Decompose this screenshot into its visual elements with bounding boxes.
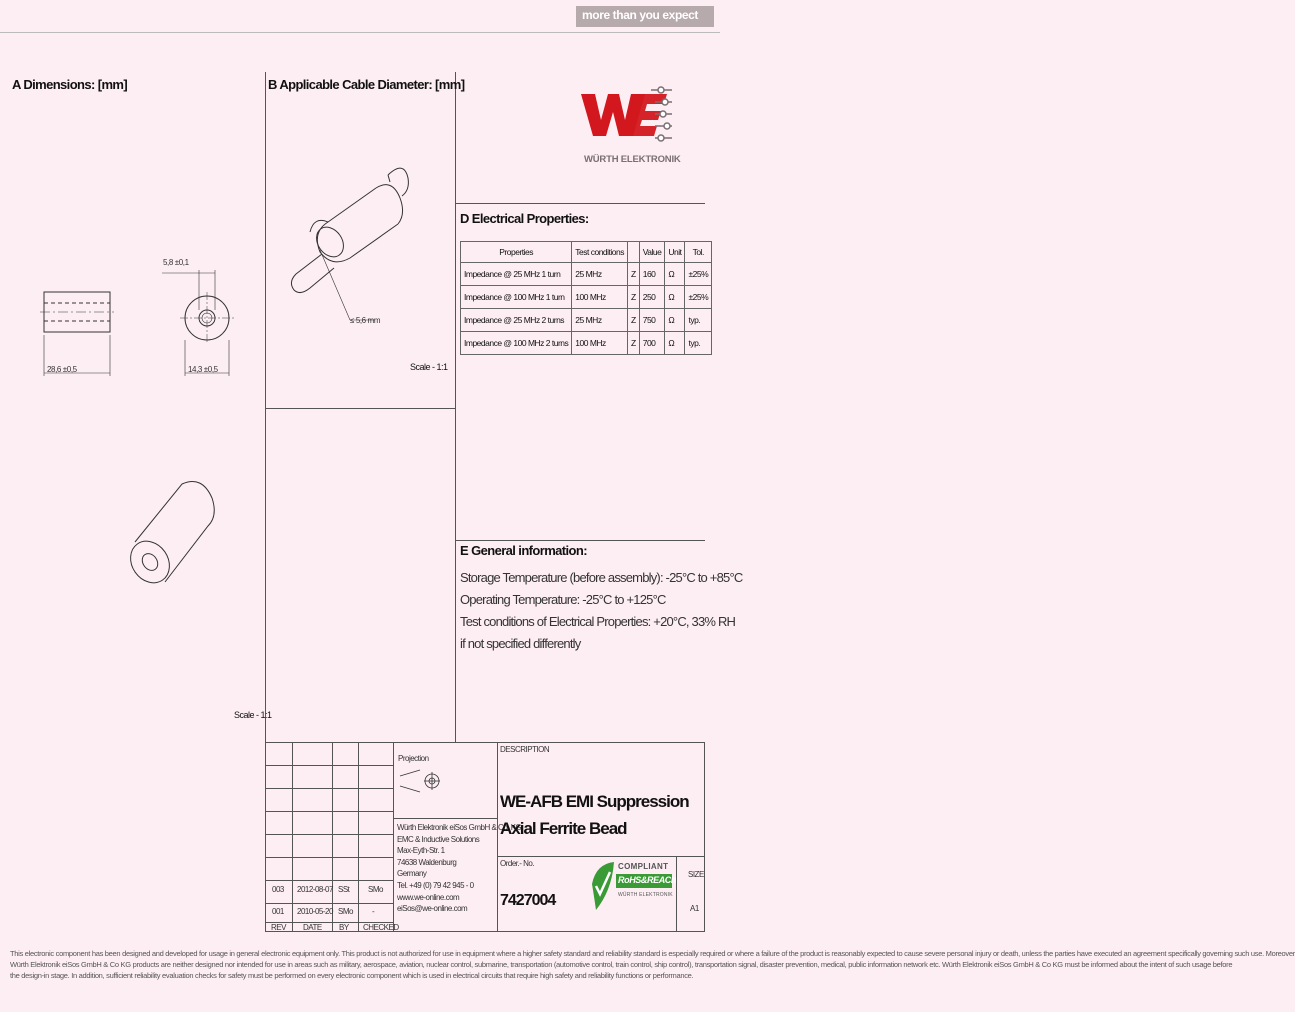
cell: typ. xyxy=(685,332,712,355)
order-label: Order.- No. xyxy=(500,859,535,868)
rohs-compliant: COMPLIANT xyxy=(618,862,669,871)
general-line: Test conditions of Electrical Properties: +20°C, 33% RH xyxy=(460,614,736,629)
cell: 100 MHz xyxy=(572,332,628,355)
header-symbol xyxy=(628,242,640,263)
cell: Impedance @ 100 MHz 1 turn xyxy=(461,286,572,309)
grid-line xyxy=(265,788,393,789)
table-row xyxy=(461,263,712,286)
projection-symbol-icon xyxy=(398,764,446,798)
description-label: DESCRIPTION xyxy=(500,745,550,754)
company-line: 74638 Waldenburg xyxy=(397,857,457,867)
front-view xyxy=(162,270,234,376)
order-number: 7427004 xyxy=(500,892,556,909)
cell: Z xyxy=(628,263,640,286)
rohs-leaf-icon xyxy=(590,860,616,912)
cell: Z xyxy=(628,309,640,332)
length-label: 28,6 ±0,5 xyxy=(47,365,77,374)
product-description: WE-AFB EMI Suppression Axial Ferrite Bead xyxy=(500,792,689,838)
company-line: Germany xyxy=(397,869,427,879)
grid-line xyxy=(497,856,705,857)
grid-line xyxy=(265,765,393,766)
table-row xyxy=(461,309,712,332)
grid-line xyxy=(265,811,393,812)
disclaimer-line: the design-in stage. In addition, sufficient reliability evaluation checks for safety must be performed on every electronic component which is used in electrical circuits that require high safety and reliability functions or performance. xyxy=(10,971,694,980)
size-label: SIZE xyxy=(688,870,704,879)
outer-diameter-label: 14,3 ±0,5 xyxy=(188,365,218,374)
scale-label-bottom: Scale - 1:1 xyxy=(234,710,272,720)
rev-checked: SMo xyxy=(368,885,383,894)
cell: Impedance @ 100 MHz 2 turns xyxy=(461,332,572,355)
cell: Ω xyxy=(665,332,685,355)
rev-date: 2012-08-07 xyxy=(297,885,333,894)
cable-drawing xyxy=(280,150,455,335)
table-row xyxy=(461,286,712,309)
rev-by: SMo xyxy=(338,907,353,916)
bead-3d-view xyxy=(120,470,230,590)
grid-line xyxy=(265,903,393,904)
rev-date: 2010-05-20 xyxy=(297,907,333,916)
header-properties: Properties xyxy=(461,242,572,263)
cell: Impedance @ 25 MHz 1 turn xyxy=(461,263,572,286)
rev-header: REV xyxy=(271,923,286,932)
grid-line xyxy=(455,72,456,742)
side-view xyxy=(40,292,114,376)
rohs-badge xyxy=(590,860,676,912)
date-header: DATE xyxy=(303,923,322,932)
cell: Ω xyxy=(665,309,685,332)
general-line: Operating Temperature: -25°C to +125°C xyxy=(460,592,666,607)
cell: 750 xyxy=(639,309,665,332)
cell: 160 xyxy=(639,263,665,286)
header-value: Value xyxy=(639,242,665,263)
header-tolerance: Tol. xyxy=(685,242,712,263)
scale-label-top: Scale - 1:1 xyxy=(410,362,448,372)
cell: typ. xyxy=(685,309,712,332)
section-e-title: E General information: xyxy=(460,543,587,558)
grid-line xyxy=(393,818,497,819)
company-line: EMC & Inductive Solutions xyxy=(397,834,480,844)
grid-line xyxy=(393,742,394,932)
header-test-conditions: Test conditions xyxy=(572,242,628,263)
rohs-main: RoHS&REACh xyxy=(618,875,676,885)
grid-line xyxy=(265,834,393,835)
cell: 25 MHz xyxy=(572,309,628,332)
header-unit: Unit xyxy=(665,242,685,263)
electrical-table xyxy=(460,241,712,355)
company-line: Max-Eyth-Str. 1 xyxy=(397,846,445,856)
inner-diameter-label: 5,8 ±0,1 xyxy=(163,258,189,267)
slogan: more than you expect xyxy=(582,8,699,22)
grid-line xyxy=(455,540,705,541)
grid-line xyxy=(676,856,677,932)
general-info xyxy=(460,567,742,655)
cell: 25 MHz xyxy=(572,263,628,286)
section-d-title: D Electrical Properties: xyxy=(460,211,589,226)
by-header: BY xyxy=(339,923,349,932)
cell: 700 xyxy=(639,332,665,355)
cell: Z xyxy=(628,286,640,309)
grid-line xyxy=(265,857,393,858)
cell: 250 xyxy=(639,286,665,309)
company-line: Tel. +49 (0) 79 42 945 - 0 xyxy=(397,880,474,890)
rev-checked: - xyxy=(372,907,375,916)
grid-line xyxy=(265,880,393,881)
company-line: www.we-online.com xyxy=(397,892,460,902)
cell: Ω xyxy=(665,286,685,309)
disclaimer-line: This electronic component has been designed and developed for usage in general electronic equipment only. This product is not authorized for use in equipment where a higher safety standard and reliability standard is especially required or where a failure of the product is reasonably expected to cause severe personal injury or death, unless the parties have executed an agreement specifically governing such use. Moreover xyxy=(10,949,1295,958)
projection-label: Projection xyxy=(398,754,429,763)
rev-by: SSt xyxy=(338,885,350,894)
rohs-sub: WÜRTH ELEKTRONIK xyxy=(618,892,673,898)
dimension-drawing xyxy=(0,240,265,390)
wurth-logo xyxy=(575,86,675,146)
table-row xyxy=(461,332,712,355)
cable-diameter-label: ≤ 5,6 mm xyxy=(350,316,381,325)
cell: 100 MHz xyxy=(572,286,628,309)
grid-line xyxy=(265,72,266,742)
disclaimer xyxy=(10,948,1295,981)
cell: Z xyxy=(628,332,640,355)
brand-name: WÜRTH ELEKTRONIK xyxy=(584,154,681,165)
rev-number: 001 xyxy=(272,907,284,916)
general-line: if not specified differently xyxy=(460,636,581,651)
section-b-title: B Applicable Cable Diameter: [mm] xyxy=(268,77,465,92)
cell: Impedance @ 25 MHz 2 turns xyxy=(461,309,572,332)
cell: Ω xyxy=(665,263,685,286)
company-line: Würth Elektronik eiSos GmbH & Co. KG xyxy=(397,823,522,832)
grid-line xyxy=(455,203,705,204)
company-line: eiSos@we-online.com xyxy=(397,904,468,914)
cell: ±25% xyxy=(685,263,712,286)
size-value: A1 xyxy=(690,904,699,913)
cell: ±25% xyxy=(685,286,712,309)
checked-header: CHECKED xyxy=(363,923,399,932)
general-line: Storage Temperature (before assembly): -25°C to +85°C xyxy=(460,570,743,585)
disclaimer-line: Würth Elektronik eiSos GmbH & Co KG products are neither designed nor intended for use in areas such as military, aerospace, aviation, nuclear control, submarine, transportation (automotive control, train control, ship control), transportation signal, disaster prevention, medical, public information network etc. Würth Elektronik eiSos GmbH & Co KG must be informed about the intent of such usage before xyxy=(10,960,1233,969)
grid-line xyxy=(265,408,456,409)
section-a-title: A Dimensions: [mm] xyxy=(12,77,128,92)
table-header-row xyxy=(461,242,712,263)
rev-number: 003 xyxy=(272,885,284,894)
top-divider xyxy=(0,32,720,33)
